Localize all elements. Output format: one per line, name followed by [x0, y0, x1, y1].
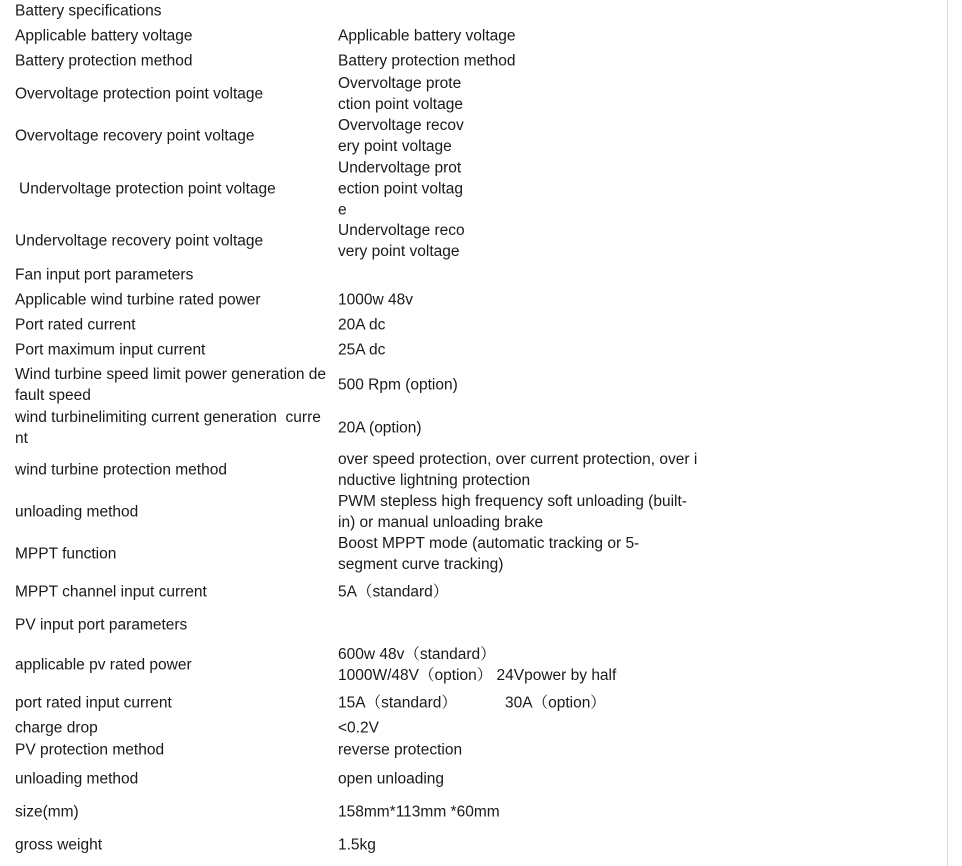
row-value-port-rated-input-current: 15A（standard） — [338, 694, 457, 712]
row-label-gross-weight: gross weight — [15, 836, 103, 854]
row-value-battery-protection-method: Battery protection method — [338, 52, 516, 70]
row-label-unloading-method-pv: unloading method — [15, 770, 139, 788]
row-value-unloading-method-wind: PWM stepless high frequency soft unloading (built- in) or manual unloading brake — [338, 493, 687, 531]
row-value-size: 158mm*113mm *60mm — [338, 803, 500, 821]
row-label-fan-input-port-parameters: Fan input port parameters — [15, 266, 194, 284]
row-label-mppt-function: MPPT function — [15, 545, 117, 563]
row-value-pv-protection-method: reverse protection — [338, 741, 463, 759]
row-label-speed-limit-default: Wind turbine speed limit power generation de fault speed — [15, 366, 327, 404]
row-value-unloading-method-pv: open unloading — [338, 770, 445, 788]
row-label-pv-rated-power: applicable pv rated power — [15, 656, 192, 674]
row-value-overvoltage-protection: Overvoltage prote ction point voltage — [338, 75, 463, 113]
row-label-battery-specifications: Battery specifications — [15, 2, 162, 20]
row-label-wind-turbine-rated-power: Applicable wind turbine rated power — [15, 291, 261, 309]
row-label-overvoltage-recovery: Overvoltage recovery point voltage — [15, 127, 255, 145]
row-value-gross-weight: 1.5kg — [338, 836, 376, 854]
row-value-speed-limit-default: 500 Rpm (option) — [338, 376, 458, 394]
row-label-overvoltage-protection: Overvoltage protection point voltage — [15, 85, 264, 103]
row-value-mppt-function: Boost MPPT mode (automatic tracking or 5- segment curve tracking) — [338, 535, 640, 573]
row-label-applicable-battery-voltage: Applicable battery voltage — [15, 27, 193, 45]
row-label-undervoltage-recovery: Undervoltage recovery point voltage — [15, 232, 264, 250]
row-label-size: size(mm) — [15, 803, 79, 821]
row-value-wind-turbine-rated-power: 1000w 48v — [338, 291, 413, 309]
row-label-port-max-input-current: Port maximum input current — [15, 341, 206, 359]
row-label-mppt-channel-current: MPPT channel input current — [15, 583, 207, 601]
row-label-port-rated-input-current: port rated input current — [15, 694, 172, 712]
row-value-mppt-channel-current: 5A（standard） — [338, 583, 449, 601]
row-value-limiting-current: 20A (option) — [338, 419, 422, 437]
row-value-pv-rated-power: 600w 48v（standard） 1000W/48V（option） 24Vpower by half — [338, 646, 617, 684]
row-value-charge-drop: <0.2V — [338, 719, 379, 737]
row-label-limiting-current: wind turbinelimiting current generation curre nt — [15, 409, 321, 447]
row-label-port-rated-current: Port rated current — [15, 316, 136, 334]
page-right-border — [947, 0, 948, 866]
row-value-port-rated-input-current-option: 30A（option） — [505, 694, 606, 712]
row-value-undervoltage-protection: Undervoltage prot ection point voltag e — [338, 159, 463, 219]
row-label-wind-protection-method: wind turbine protection method — [15, 461, 227, 479]
row-label-charge-drop: charge drop — [15, 719, 98, 737]
row-value-wind-protection-method: over speed protection, over current protection, over i nductive lightning protection — [338, 451, 698, 489]
row-value-port-max-input-current: 25A dc — [338, 341, 386, 359]
row-label-unloading-method-wind: unloading method — [15, 503, 139, 521]
row-label-pv-protection-method: PV protection method — [15, 741, 165, 759]
row-value-port-rated-current: 20A dc — [338, 316, 386, 334]
row-label-pv-input-port-parameters: PV input port parameters — [15, 616, 188, 634]
row-value-undervoltage-recovery: Undervoltage reco very point voltage — [338, 222, 465, 260]
row-value-overvoltage-recovery: Overvoltage recov ery point voltage — [338, 117, 464, 155]
row-label-battery-protection-method: Battery protection method — [15, 52, 193, 70]
row-value-applicable-battery-voltage: Applicable battery voltage — [338, 27, 516, 45]
row-label-undervoltage-protection: Undervoltage protection point voltage — [19, 180, 276, 198]
